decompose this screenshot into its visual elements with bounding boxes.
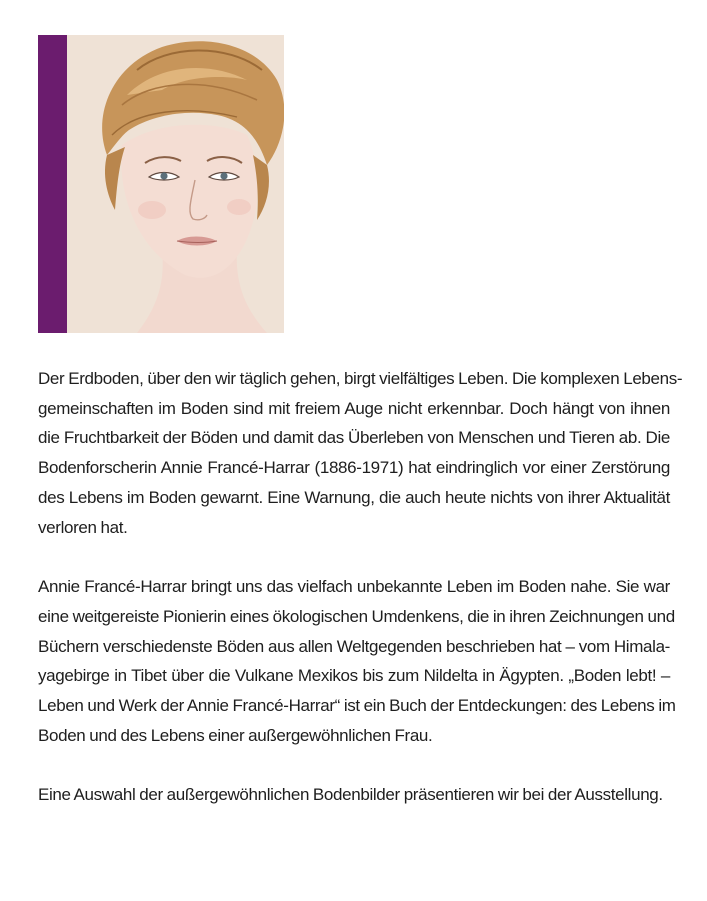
text-line: eine weitgereiste Pionierin eines ökologischen Umdenkens, die in ihren Zeichnungen und <box>38 606 675 626</box>
text-line: die Fruchtbarkeit der Böden und damit das Überleben von Menschen und Tieren ab. Die <box>38 428 670 448</box>
text-line: Leben und Werk der Annie Francé-Harrar“ ist ein Buch der Entdeckungen: des Lebens im <box>38 696 676 716</box>
paragraph-exhibition <box>38 780 670 810</box>
paragraph-intro <box>38 364 683 542</box>
text-line: gemeinschaften im Boden sind mit freiem Auge nicht erkennbar. Doch hängt von ihnen <box>38 398 670 418</box>
text-line: Boden und des Lebens einer außergewöhnlichen Frau. <box>38 725 433 745</box>
text-line: Der Erdboden, über den wir täglich gehen, birgt vielfältiges Leben. Die komplexen Lebens- <box>38 369 683 388</box>
paragraph-biography <box>38 572 676 750</box>
text-line: Eine Auswahl der außergewöhnlichen Bodenbilder präsentieren wir bei der Ausstellung. <box>38 785 663 805</box>
portrait-image <box>67 35 284 333</box>
portrait-figure <box>38 35 284 333</box>
text-line: Büchern verschiedenste Böden aus allen Weltgegenden beschrieben hat – vom Himala- <box>38 636 670 656</box>
text-line: Bodenforscherin Annie Francé-Harrar (1886-1971) hat eindringlich vor einer Zerstörung <box>38 458 670 478</box>
portrait-drawing <box>67 35 284 333</box>
text-line: des Lebens im Boden gewarnt. Eine Warnung, die auch heute nichts von ihrer Aktualität <box>38 487 670 507</box>
accent-bar <box>38 35 67 333</box>
text-line: verloren hat. <box>38 517 128 537</box>
text-line: Annie Francé-Harrar bringt uns das vielfach unbekannte Leben im Boden nahe. Sie war <box>38 577 670 597</box>
text-line: yagebirge in Tibet über die Vulkane Mexikos bis zum Nildelta in Ägypten. „Boden lebt! – <box>38 666 670 686</box>
article-body <box>38 364 683 810</box>
